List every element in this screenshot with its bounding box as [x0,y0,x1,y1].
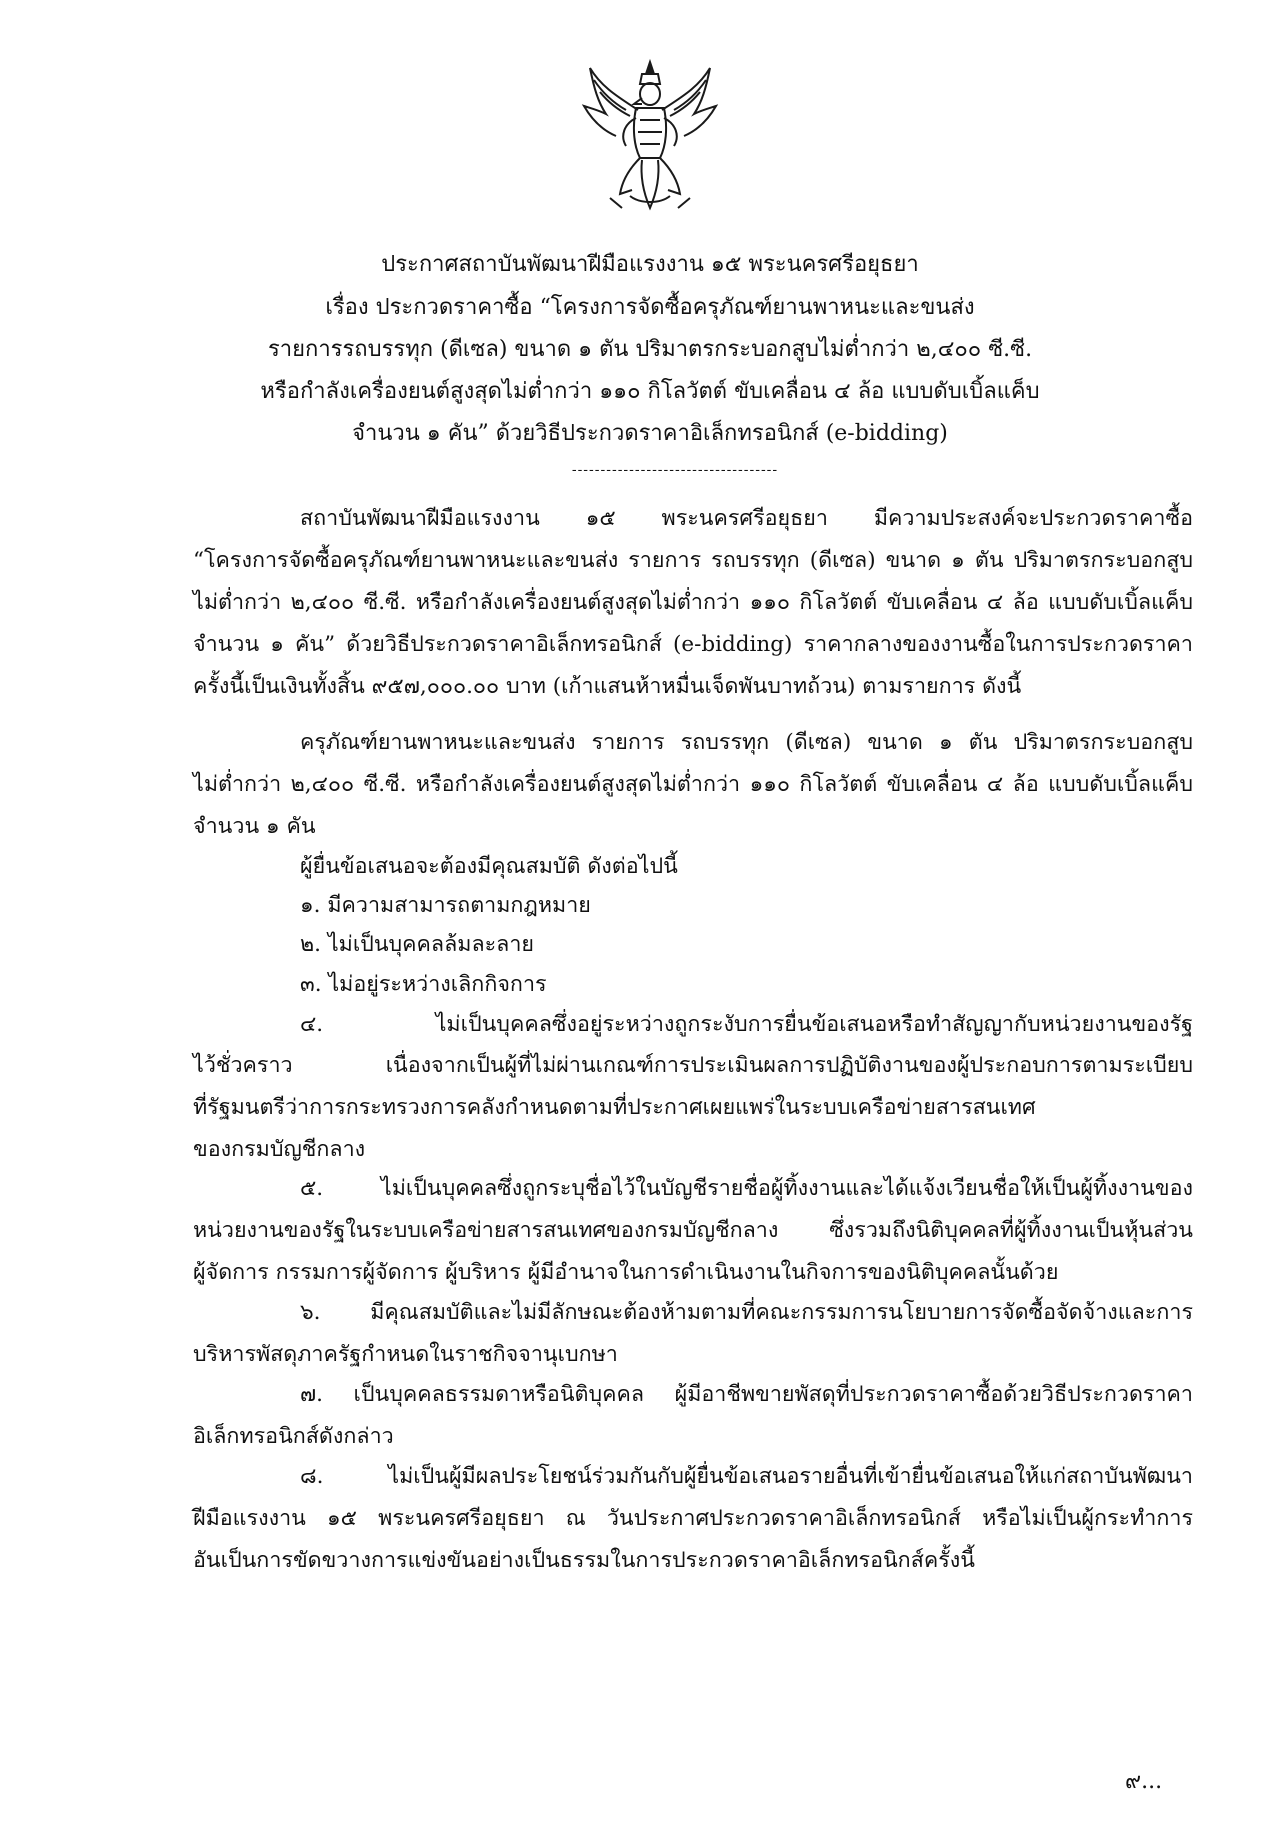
garuda-emblem-icon [580,58,720,218]
list-item: ๘. ไม่เป็นผู้มีผลประโยชน์ร่วมกันกับผู้ยื่นข้อเสนอรายอื่นที่เข้ายื่นข้อเสนอให้แก่สถาบันพัฒนา [300,1464,1193,1489]
para1-line-4: จำนวน ๑ คัน” ด้วยวิธีประกวดราคาอิเล็กทรอนิกส์ (e-bidding) ราคากลางของงานซื้อในการประกวดราคา [193,632,1193,657]
heading-divider: ------------------------------------ [571,462,779,478]
para1-line-1: สถาบันพัฒนาฝีมือแรงงาน ๑๕ พระนครศรีอยุธยา มีความประสงค์จะประกวดราคาซื้อ [300,506,1193,531]
list-item-cont: ที่รัฐมนตรีว่าการกระทรวงการคลังกำหนดตามที่ประกาศเผยแพร่ในระบบเครือข่ายสารสนเทศ [193,1095,1036,1120]
heading-line-5: จำนวน ๑ คัน” ด้วยวิธีประกวดราคาอิเล็กทรอนิกส์ (e-bidding) [352,421,948,446]
qualification-intro: ผู้ยื่นข้อเสนอจะต้องมีคุณสมบัติ ดังต่อไปนี้ [300,854,678,879]
para2-line-3: จำนวน ๑ คัน [193,814,316,839]
list-item-cont: หน่วยงานของรัฐในระบบเครือข่ายสารสนเทศของกรมบัญชีกลาง ซึ่งรวมถึงนิติบุคคลที่ผู้ทิ้งงานเป็นหุ้นส่วน [193,1218,1193,1243]
list-item: ๓. ไม่อยู่ระหว่างเลิกกิจการ [300,972,547,997]
list-item: ๖. มีคุณสมบัติและไม่มีลักษณะต้องห้ามตามที่คณะกรรมการนโยบายการจัดซื้อจัดจ้างและการ [300,1300,1193,1325]
list-item: ๗. เป็นบุคคลธรรมดาหรือนิติบุคคล ผู้มีอาชีพขายพัสดุที่ประกวดราคาซื้อด้วยวิธีประกวดราคา [300,1382,1193,1407]
list-item: ๕. ไม่เป็นบุคคลซึ่งถูกระบุชื่อไว้ในบัญชีรายชื่อผู้ทิ้งงานและได้แจ้งเวียนชื่อให้เป็นผู้ทิ้งงานของ [300,1176,1193,1201]
list-item-cont: บริหารพัสดุภาครัฐกำหนดในราชกิจจานุเบกษา [193,1342,618,1367]
para1-line-5: ครั้งนี้เป็นเงินทั้งสิ้น ๙๕๗,๐๐๐.๐๐ บาท (เก้าแสนห้าหมื่นเจ็ดพันบาทถ้วน) ตามรายการ ดังนี้ [193,674,1022,699]
para1-line-3: ไม่ต่ำกว่า ๒,๔๐๐ ซี.ซี. หรือกำลังเครื่องยนต์สูงสุดไม่ต่ำกว่า ๑๑๐ กิโลวัตต์ ขับเคลื่อน ๔ ล้อ แบบดับเบิ้ลแค็บ [193,590,1193,615]
para1-line-2: “โครงการจัดซื้อครุภัณฑ์ยานพาหนะและขนส่ง รายการ รถบรรทุก (ดีเซล) ขนาด ๑ ตัน ปริมาตรกระบอกสูบ [193,548,1193,573]
heading-line-4: หรือกำลังเครื่องยนต์สูงสุดไม่ต่ำกว่า ๑๑๐ กิโลวัตต์ ขับเคลื่อน ๔ ล้อ แบบดับเบิ้ลแค็บ [260,379,1040,404]
heading-line-3: รายการรถบรรทุก (ดีเซล) ขนาด ๑ ตัน ปริมาตรกระบอกสูบไม่ต่ำกว่า ๒,๔๐๐ ซี.ซี. [267,337,1033,362]
heading-line-2: เรื่อง ประกวดราคาซื้อ “โครงการจัดซื้อครุภัณฑ์ยานพาหนะและขนส่ง [325,295,975,320]
list-item-cont: ไว้ชั่วคราว เนื่องจากเป็นผู้ที่ไม่ผ่านเกณฑ์การประเมินผลการปฏิบัติงานของผู้ประกอบการตามระเบียบ [193,1053,1193,1078]
para2-line-2: ไม่ต่ำกว่า ๒,๔๐๐ ซี.ซี. หรือกำลังเครื่องยนต์สูงสุดไม่ต่ำกว่า ๑๑๐ กิโลวัตต์ ขับเคลื่อน ๔ ล้อ แบบดับเบิ้ลแค็บ [193,772,1193,797]
para2-line-1: ครุภัณฑ์ยานพาหนะและขนส่ง รายการ รถบรรทุก (ดีเซล) ขนาด ๑ ตัน ปริมาตรกระบอกสูบ [300,730,1193,755]
list-item: ๑. มีความสามารถตามกฎหมาย [300,893,591,918]
list-item-cont: ของกรมบัญชีกลาง [193,1137,366,1162]
list-item: ๔. ไม่เป็นบุคคลซึ่งอยู่ระหว่างถูกระงับการยื่นข้อเสนอหรือทำสัญญากับหน่วยงานของรัฐ [300,1012,1193,1037]
list-item-cont: ผู้จัดการ กรรมการผู้จัดการ ผู้บริหาร ผู้มีอำนาจในการดำเนินงานในกิจการของนิติบุคคลนั้นด้วย [193,1260,1059,1285]
list-item-cont: อันเป็นการขัดขวางการแข่งขันอย่างเป็นธรรมในการประกวดราคาอิเล็กทรอนิกส์ครั้งนี้ [193,1548,975,1573]
list-item: ๒. ไม่เป็นบุคคลล้มละลาย [300,932,535,957]
list-item-cont: ฝีมือแรงงาน ๑๕ พระนครศรีอยุธยา ณ วันประกาศประกวดราคาอิเล็กทรอนิกส์ หรือไม่เป็นผู้กระทำการ [193,1506,1193,1531]
list-item-cont: อิเล็กทรอนิกส์ดังกล่าว [193,1424,394,1449]
page-number: ๙... [1125,1769,1163,1794]
heading-line-1: ประกาศสถาบันพัฒนาฝีมือแรงงาน ๑๕ พระนครศรีอยุธยา [381,252,919,277]
